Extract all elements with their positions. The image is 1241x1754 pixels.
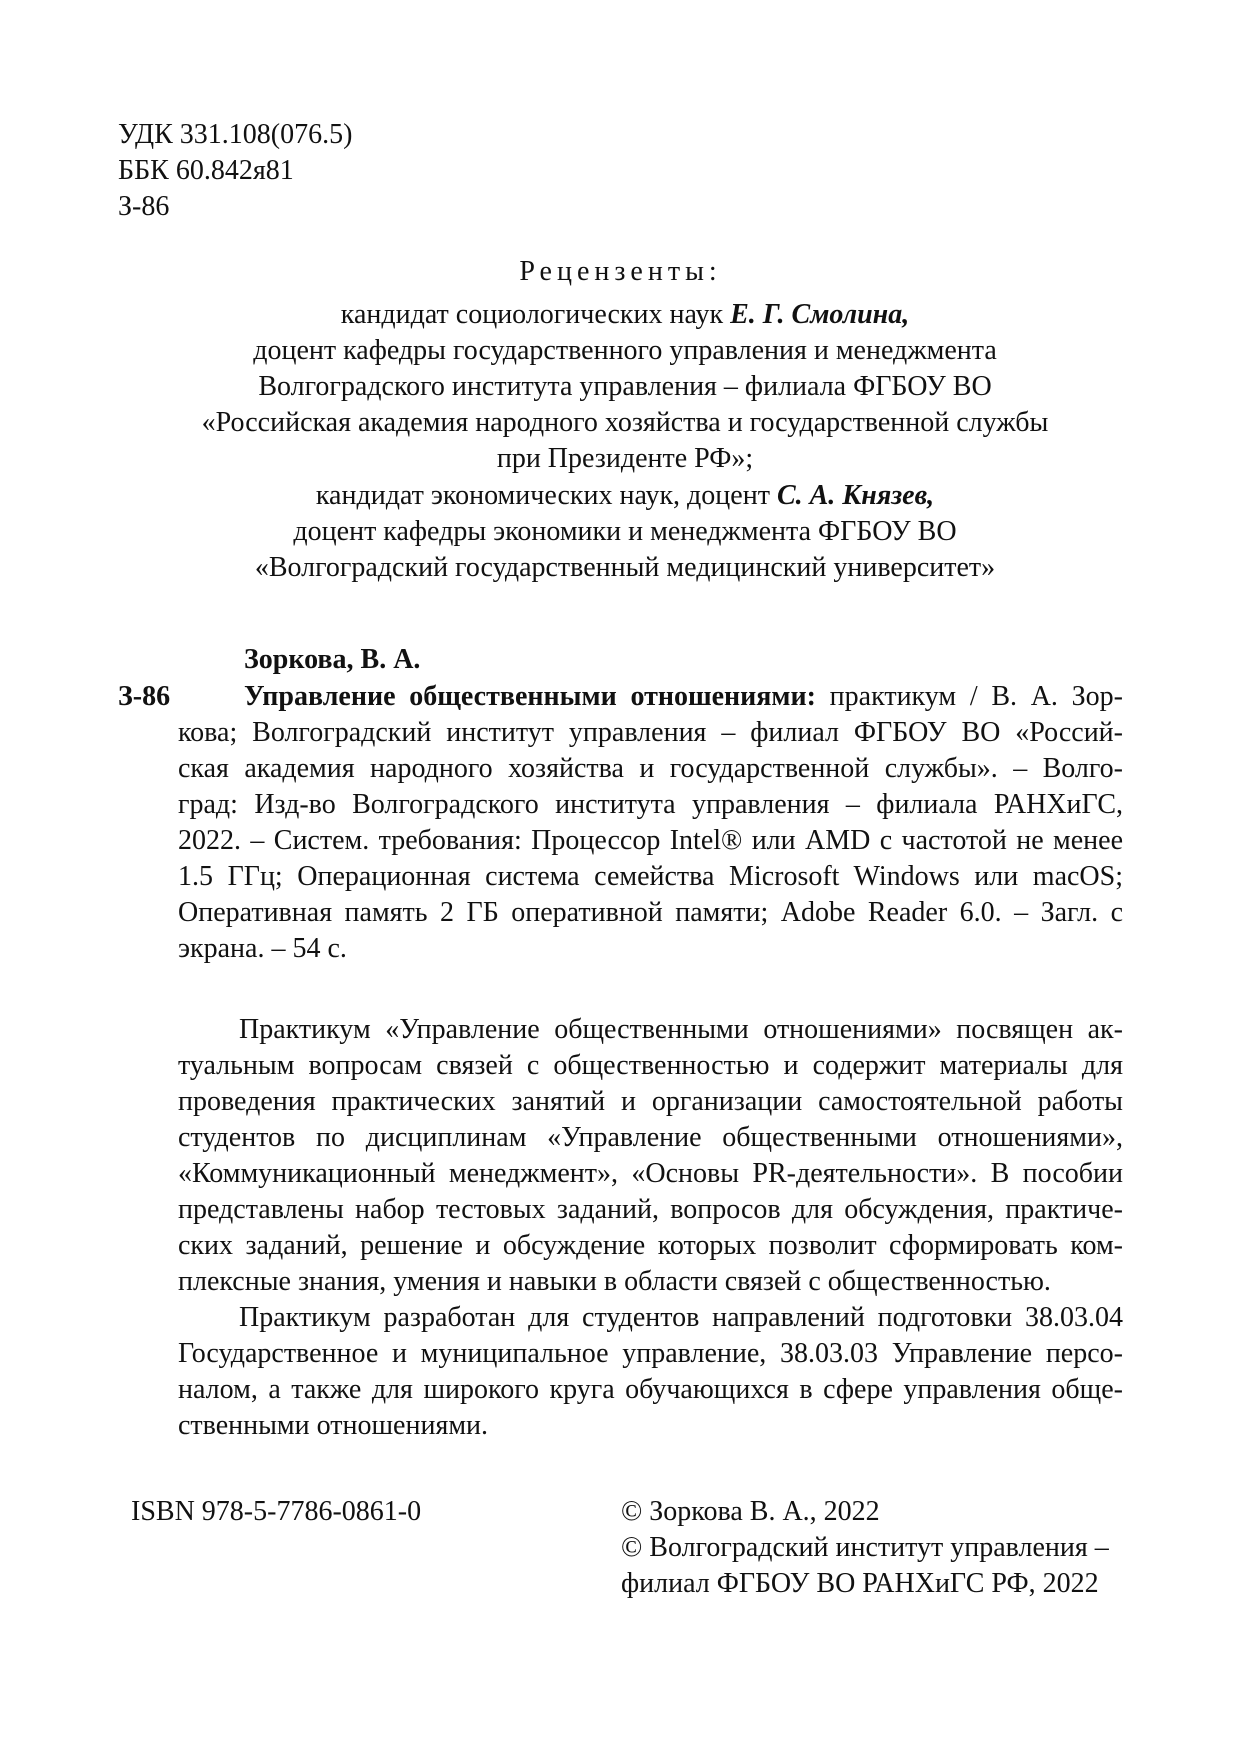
annotation-line: представлены набор тестовых заданий, вопросов для обсуждения, практиче- — [178, 1194, 1123, 1225]
copyright-author: © Зоркова В. А., 2022 — [621, 1496, 880, 1527]
annotation-line: ских заданий, решение и обсуждение которых позволит сформировать ком- — [178, 1230, 1123, 1261]
reviewer-1-degree: кандидат социологических наук — [340, 299, 731, 330]
udk-code: УДК 331.108(076.5) — [118, 119, 353, 150]
catalog-line-7: Оперативная память 2 ГБ оперативной памяти; Adobe Reader 6.0. – Загл. с — [178, 897, 1123, 928]
reviewer-1-name: Е. Г. Смолина, — [730, 299, 910, 330]
annotation-line: проведения практических занятий и организации самостоятельной работы — [178, 1086, 1123, 1117]
catalog-line-4: град: Изд-во Волгоградского института управления – филиала РАНХиГС, — [178, 789, 1123, 820]
catalog-line-1-rest: практикум / В. А. Зор- — [815, 681, 1123, 712]
annotation-line: Практикум разработан для студентов направлений подготовки 38.03.04 — [239, 1302, 1123, 1333]
annotation-line: Практикум «Управление общественными отношениями» посвящен ак- — [239, 1014, 1123, 1045]
catalog-author: Зоркова, В. А. — [244, 644, 421, 675]
catalog-title: Управление общественными отношениями: — [244, 681, 816, 712]
annotation-line: «Коммуникационный менеджмент», «Основы PR-деятельности». В пособии — [178, 1158, 1123, 1189]
author-mark: З-86 — [118, 191, 170, 222]
reviewer-2-line-2: доцент кафедры экономики и менеджмента ФГБОУ ВО — [293, 516, 957, 547]
bbk-code: ББК 60.842я81 — [118, 155, 294, 186]
reviewer-1-line-1 — [110, 297, 1140, 333]
reviewer-2-line-1 — [110, 478, 1140, 514]
reviewer-2-line-3: «Волгоградский государственный медицинский университет» — [254, 552, 996, 583]
reviewer-2 — [110, 478, 1140, 586]
annotation — [178, 1012, 1123, 1444]
catalog-line-3: ская академия народного хозяйства и государственной службы». – Волго- — [178, 753, 1123, 784]
reviewer-2-degree: кандидат экономических наук, доцент — [315, 480, 777, 511]
reviewer-1-line-3: Волгоградского института управления – филиала ФГБОУ ВО — [258, 371, 992, 402]
copyright-institute: © Волгоградский институт управления – — [621, 1532, 1109, 1563]
reviewer-2-name: С. А. Князев, — [776, 480, 935, 511]
copyright-institute-cont: филиал ФГБОУ ВО РАНХиГС РФ, 2022 — [621, 1568, 1099, 1599]
catalog-code: З-86 — [118, 681, 171, 712]
catalog-line-6: 1.5 ГГц; Операционная система семейства Microsoft Windows или macOS; — [178, 861, 1123, 892]
catalog-line-8: экрана. – 54 с. — [178, 933, 347, 964]
reviewer-1 — [110, 297, 1140, 477]
reviewer-1-line-4: «Российская академия народного хозяйства и государственной службы — [201, 407, 1049, 438]
reviewer-1-line-5: при Президенте РФ»; — [496, 443, 754, 474]
annotation-line: плексные знания, умения и навыки в области связей с общественностью. — [178, 1266, 1051, 1297]
reviewers-heading: Рецензенты: — [519, 256, 722, 287]
reviewer-1-line-2: доцент кафедры государственного управления и менеджмента — [253, 335, 997, 366]
catalog-line-5: 2022. – Систем. требования: Процессор Intel® или AMD с частотой не менее — [178, 825, 1123, 856]
annotation-line: Государственное и муниципальное управление, 38.03.03 Управление персо- — [178, 1338, 1123, 1369]
annotation-line: студентов по дисциплинам «Управление общественными отношениями», — [178, 1122, 1123, 1153]
classification-codes — [118, 117, 352, 225]
annotation-line: туальным вопросам связей с общественностью и содержит материалы для — [178, 1050, 1123, 1081]
catalog-entry — [178, 679, 1123, 967]
catalog-line-2: кова; Волгоградский институт управления – филиал ФГБОУ ВО «Россий- — [178, 717, 1123, 748]
copyright-block — [621, 1494, 1109, 1602]
isbn: ISBN 978-5-7786-0861-0 — [131, 1496, 422, 1527]
annotation-line: налом, а также для широкого круга обучающихся в сфере управления обще- — [178, 1374, 1123, 1405]
catalog-line-1 — [178, 679, 1123, 715]
annotation-line: ственными отношениями. — [178, 1410, 489, 1441]
